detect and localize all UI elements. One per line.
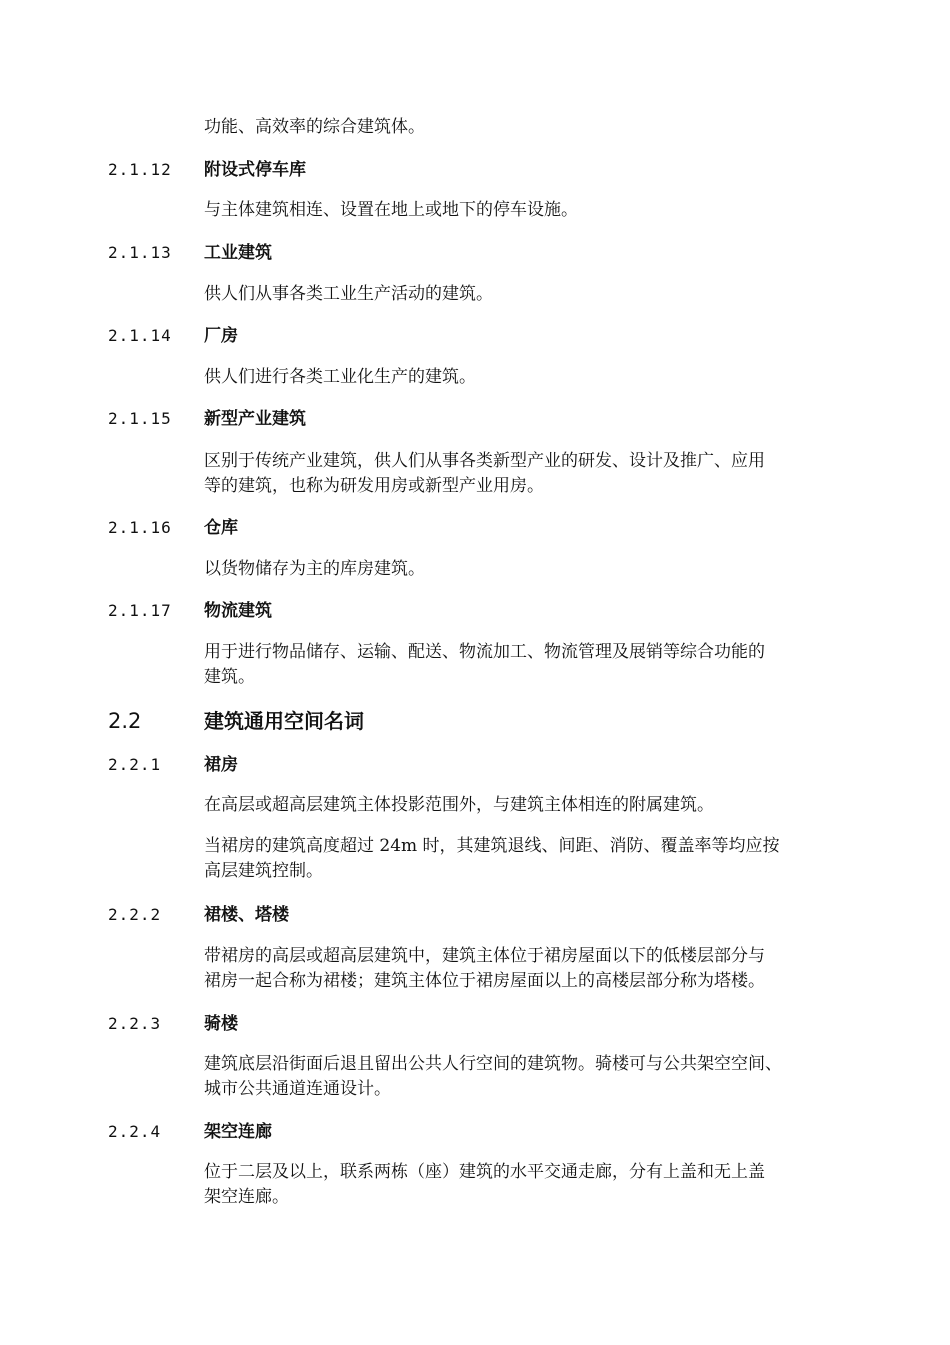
entry-body: 供人们从事各类工业生产活动的建筑。 [204, 284, 493, 304]
entry-heading-2-1-14 [108, 323, 848, 349]
entry-number: 2.1.13 [108, 243, 172, 262]
entry-heading-2-1-15 [108, 406, 848, 432]
entry-title: 裙房 [204, 755, 238, 775]
entry-heading-2-1-16 [108, 515, 848, 541]
entry-heading-2-1-13 [108, 240, 848, 266]
entry-number: 2.1.16 [108, 518, 172, 537]
entry-title: 物流建筑 [204, 601, 272, 621]
entry-body-line-2: 高层建筑控制。 [204, 861, 323, 881]
entry-body-line-2: 城市公共通道连通设计。 [204, 1079, 391, 1099]
entry-number: 2.2.1 [108, 755, 162, 774]
entry-heading-2-1-12 [108, 157, 848, 183]
entry-body-line-1: 当裙房的建筑高度超过 24m 时，其建筑退线、间距、消防、覆盖率等均应按 [204, 836, 780, 856]
entry-body-line-2: 架空连廊。 [204, 1187, 289, 1207]
entry-heading-2-1-17 [108, 598, 848, 624]
continued-paragraph: 功能、高效率的综合建筑体。 [204, 117, 425, 137]
entry-heading-2-2-1 [108, 752, 848, 778]
entry-title: 新型产业建筑 [204, 409, 306, 429]
section-number: 2.2 [108, 709, 142, 733]
entry-number: 2.1.15 [108, 409, 172, 428]
entry-number: 2.1.14 [108, 326, 172, 345]
section-title: 建筑通用空间名词 [204, 709, 364, 733]
entry-heading-2-2-3 [108, 1011, 848, 1037]
entry-number: 2.1.12 [108, 160, 172, 179]
entry-title: 仓库 [204, 518, 238, 538]
entry-body: 在高层或超高层建筑主体投影范围外，与建筑主体相连的附属建筑。 [204, 795, 714, 815]
entry-body-line-1: 用于进行物品储存、运输、配送、物流加工、物流管理及展销等综合功能的 [204, 642, 765, 662]
entry-title: 工业建筑 [204, 243, 272, 263]
entry-body: 以货物储存为主的库房建筑。 [204, 559, 425, 579]
entry-body-line-2: 建筑。 [204, 667, 255, 687]
entry-body-line-1: 带裙房的高层或超高层建筑中，建筑主体位于裙房屋面以下的低楼层部分与 [204, 946, 765, 966]
entry-body-line-1: 建筑底层沿街面后退且留出公共人行空间的建筑物。骑楼可与公共架空空间、 [204, 1054, 782, 1074]
entry-heading-2-2-2 [108, 902, 848, 928]
entry-body-line-1: 区别于传统产业建筑，供人们从事各类新型产业的研发、设计及推广、应用 [204, 451, 765, 471]
entry-body-line-1: 位于二层及以上，联系两栋（座）建筑的水平交通走廊，分有上盖和无上盖 [204, 1162, 765, 1182]
entry-heading-2-2-4 [108, 1119, 848, 1145]
entry-title: 裙楼、塔楼 [204, 905, 289, 925]
entry-title: 架空连廊 [204, 1122, 272, 1142]
entry-body-line-2: 裙房一起合称为裙楼；建筑主体位于裙房屋面以上的高楼层部分称为塔楼。 [204, 971, 765, 991]
entry-body: 供人们进行各类工业化生产的建筑。 [204, 367, 476, 387]
entry-title: 附设式停车库 [204, 160, 306, 180]
entry-number: 2.2.2 [108, 905, 162, 924]
entry-number: 2.2.3 [108, 1014, 162, 1033]
section-heading-2-2 [108, 706, 848, 736]
entry-number: 2.1.17 [108, 601, 172, 620]
entry-body: 与主体建筑相连、设置在地上或地下的停车设施。 [204, 200, 578, 220]
entry-title: 骑楼 [204, 1014, 238, 1034]
entry-title: 厂房 [204, 326, 238, 346]
entry-body-line-2: 等的建筑，也称为研发用房或新型产业用房。 [204, 476, 544, 496]
entry-number: 2.2.4 [108, 1122, 162, 1141]
